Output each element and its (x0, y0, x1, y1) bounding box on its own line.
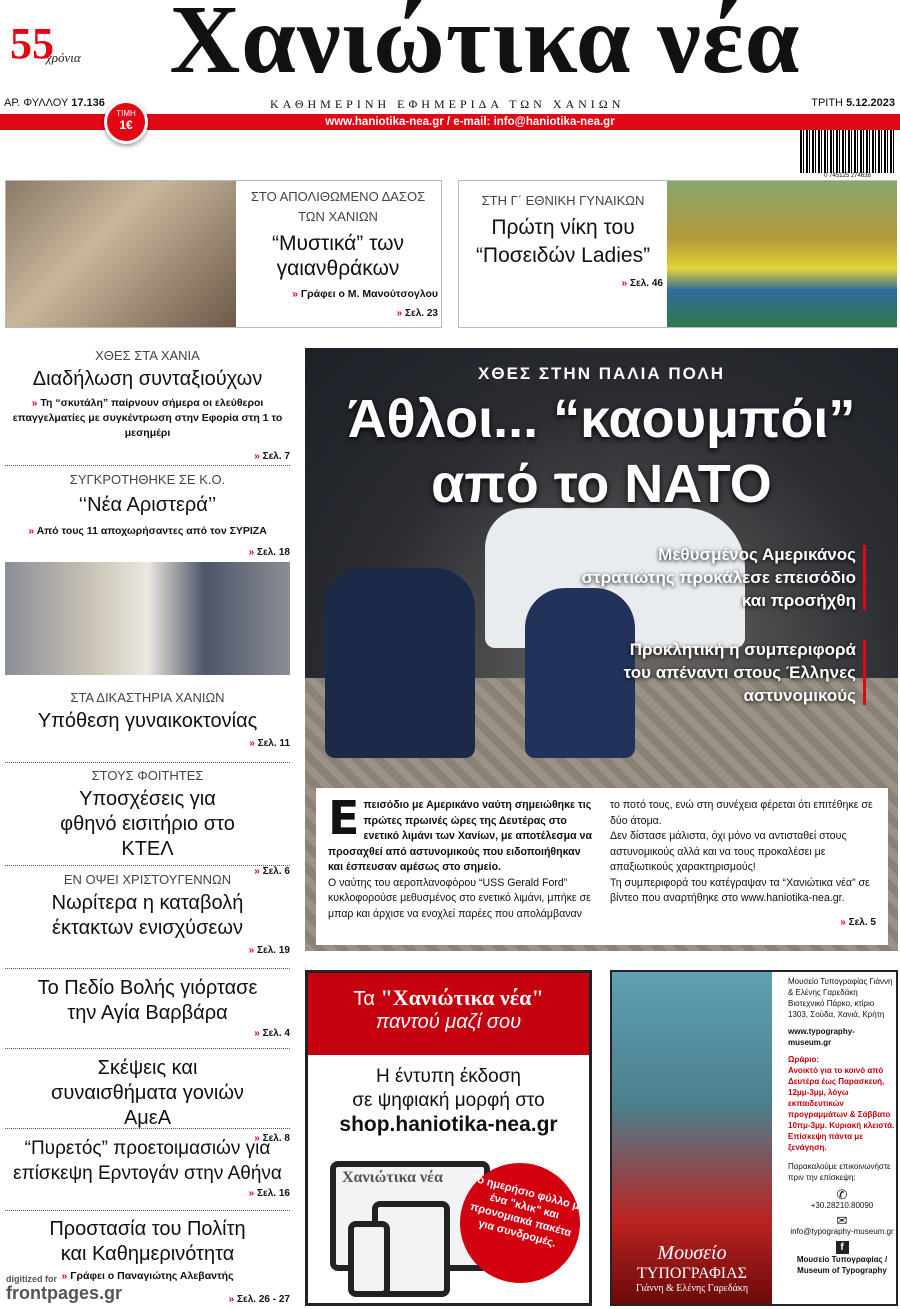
title: Υποσχέσεις για φθηνό εισιτήριο στο ΚΤΕΛ (60, 788, 235, 860)
teaser-kicker: ΣΤΗ Γ΄ ΕΘΝΙΚΗ ΓΥΝΑΙΚΩΝ (481, 193, 645, 208)
newspaper-title: Χανιώτικα νέα (169, 0, 801, 94)
teaser-title: “Μυστικά” των γαιανθράκων (272, 232, 404, 280)
museum-name: ΤΥΠΟΓΡΑΦΙΑΣ (637, 1265, 747, 1282)
museum-facebook[interactable]: Μουσείο Τυπογραφίας / Museum of Typography (796, 1255, 888, 1275)
phone-icon: ✆ (836, 1187, 848, 1202)
contact-bar[interactable]: www.haniotika-nea.gr / e-mail: info@haniotika-nea.gr (0, 114, 900, 130)
kicker: ΣΤΑ ΔΙΚΑΣΤΗΡΙΑ ΧΑΝΙΩΝ (70, 690, 225, 705)
teaser-fossil-forest[interactable] (5, 180, 442, 328)
subtitle: » Τη “σκυτάλη” παίρνουν σήμερα οι ελεύθεροι επαγγελματίες με συγκέντρωση στην Εφορία στη 1 το μεσημέρι (5, 396, 290, 441)
teaser-kicker: ΣΤΟ ΑΠΟΛΙΘΩΜΕΝΟ ΔΑΣΟΣ ΤΩΝ ΧΑΝΙΩΝ (250, 189, 426, 224)
main-feature[interactable] (305, 348, 898, 951)
price-badge (104, 100, 148, 144)
title: Προστασία του Πολίτη και Καθημερινότητα (49, 1218, 246, 1265)
ad-text: σε ψηφιακή μορφή στο (352, 1090, 545, 1111)
divider (5, 1048, 290, 1049)
page-ref: » Σελ. 6 (5, 866, 290, 877)
museum-owners: Γιάννη & Ελένης Γαρεδάκη (635, 1283, 749, 1294)
page-ref: » Σελ. 19 (5, 945, 290, 956)
feature-subheadline: Προκλητική η συμπεριφορά του απέναντι στους Έλληνες αστυνομικούς (616, 638, 856, 707)
tagline: ΚΑΘΗΜΕΡΙΝΗ ΕΦΗΜΕΡΙΔΑ ΤΩΝ ΧΑΝΙΩΝ (270, 97, 625, 111)
title: Το Πεδίο Βολής γιόρτασε την Αγία Βαρβάρα (37, 977, 258, 1024)
hours-title: Ωράριο: (788, 1055, 820, 1064)
feature-headline: Άθλοι... “καουμπόι” (347, 389, 856, 449)
page-ref: » Σελ. 18 (5, 547, 290, 558)
ad-typography-museum[interactable] (610, 970, 898, 1306)
article-pensioners[interactable] (5, 348, 290, 462)
ad-slogan: παντού μαζί σου (375, 1011, 522, 1033)
watermark (6, 1274, 122, 1302)
feature-headline: από το ΝΑΤΟ (431, 454, 772, 514)
ad-digital-edition[interactable] (305, 970, 592, 1306)
police-officer (325, 568, 475, 758)
article-nea-aristera[interactable] (5, 472, 290, 558)
title: Σκέψεις και συναισθήματα γονιών ΑμεΑ (51, 1057, 244, 1129)
byline: » Γράφει ο Παναγιώτης Αλεβαντής (5, 1269, 290, 1284)
museum-photo (612, 972, 772, 1304)
ad-brand: "Χανιώτικα νέα" (380, 985, 544, 1010)
page-ref: » Σελ. 5 (610, 915, 876, 931)
title: Νωρίτερα η καταβολή έκτακτων ενισχύσεων (51, 892, 244, 939)
price-value: 1€ (119, 118, 133, 132)
fossil-photo (6, 181, 236, 327)
anniversary-logo (10, 19, 88, 77)
teaser-byline: » Γράφει ο Μ. Μανούτσογλου (238, 287, 438, 302)
divider (5, 1128, 290, 1129)
title: Διαδήλωση συνταξιούχων (32, 368, 263, 390)
drop-cap: Ε (328, 791, 360, 845)
screen-brand: Χανιώτικα νέα (342, 1169, 443, 1186)
teaser-title: Πρώτη νίκη του “Ποσειδών Ladies” (475, 216, 651, 267)
hours: Ανοικτό για το κοινό από Δευτέρα έως Παρασκευή, 12μμ-3μμ, λόγω εκπαιδευτικών προγραμμάτων & Σάββατο 10πμ-3μμ. Κυριακή κλειστά. Επίσκεψη πάντα με ξενάγηση. (788, 1066, 895, 1152)
ad-header (308, 973, 589, 1055)
ad-line: Τα (353, 988, 375, 1010)
museum-web[interactable]: www.typography-museum.gr (788, 1027, 855, 1047)
article-femicide[interactable] (5, 690, 290, 749)
teaser-poseidon-ladies[interactable] (458, 180, 897, 328)
kicker: ΣΤΟΥΣ ΦΟΙΤΗΤΕΣ (91, 768, 204, 783)
contact-note: Παρακαλούμε επικοινωνήστε πριν την επίσκεψη: (788, 1162, 891, 1182)
title: ‘‘Νέα Αριστερά’’ (78, 494, 217, 516)
issue-date (811, 97, 895, 109)
politicians-photo (5, 562, 290, 675)
divider (5, 465, 290, 466)
phone-icon (348, 1221, 390, 1297)
date: 5.12.2023 (846, 97, 895, 109)
divider (5, 762, 290, 763)
kicker: ΣΥΓΚΡΟΤΗΘΗΚΕ ΣΕ Κ.Ο. (69, 472, 226, 487)
divider (5, 1210, 290, 1211)
page-ref: » Σελ. 46 (463, 278, 663, 289)
article-ktel[interactable] (5, 768, 290, 877)
title: “Πυρετός” προετοιμασιών για επίσκεψη Ερντογάν στην Αθήνα (13, 1138, 282, 1184)
page-ref: » Σελ. 7 (5, 451, 290, 462)
page-ref: » Σελ. 11 (5, 738, 290, 749)
barcode (800, 130, 895, 178)
museum-address: Μουσείο Τυπογραφίας Γιάννη & Ελένης Γαρεδάκη Βιοτεχνικό Πάρκο, κτίριο 1303, Σούδα, Χανιά, Κρήτη (788, 977, 893, 1019)
anniversary-number: 55 (10, 19, 54, 68)
divider (5, 968, 290, 969)
kicker: ΧΘΕΣ ΣΤΑ ΧΑΝΙΑ (95, 348, 200, 363)
page-ref: » Σελ. 4 (5, 1028, 290, 1039)
issue-number (4, 97, 105, 109)
article-amea[interactable] (5, 1056, 290, 1144)
kicker: ΕΝ ΟΨΕΙ ΧΡΙΣΤΟΥΓΕΝΝΩΝ (63, 872, 232, 887)
article-erdogan[interactable] (5, 1136, 290, 1199)
page-ref: » Σελ. 23 (238, 308, 438, 319)
facebook-icon: f (836, 1241, 849, 1254)
page-ref: » Σελ. 26 - 27 (5, 1294, 290, 1305)
page-ref: » Σελ. 8 (5, 1133, 290, 1144)
article-pedio-volis[interactable] (5, 976, 290, 1039)
issue-value: 17.136 (71, 97, 105, 109)
body-text: Τη συμπεριφορά του κατέγραψαν τα “Χανιώτικα νέα” σε βίντεο που αναρτήθηκε στο www.haniotika-nea.gr. (610, 876, 870, 904)
divider (5, 865, 290, 866)
subtitle: » Από τους 11 αποχωρήσαντες από τον ΣΥΡΙΖΑ (5, 524, 290, 539)
promo-badge: Το ημερήσιο φύλλο με ένα "κλικ" και προνομιακά πακέτα για συνδρομές. (447, 1150, 594, 1297)
watermark-line1: digitized for (6, 1274, 57, 1284)
watermark-line2: frontpages.gr (6, 1283, 123, 1303)
day: ΤΡΙΤΗ (811, 97, 843, 109)
shop-link[interactable]: shop.haniotika-nea.gr (339, 1113, 558, 1136)
mail-icon: ✉ (836, 1213, 848, 1228)
price-label: ΤΙΜΗ (116, 109, 136, 118)
article-benefits[interactable] (5, 872, 290, 956)
page-ref: » Σελ. 16 (5, 1188, 290, 1199)
body-text: το ποτό τους, ενώ στη συνέχεια φέρεται ότι επιτέθηκε σε δύο άτομα. (610, 799, 873, 827)
body-text: Δεν δίστασε μάλιστα, όχι μόνο να αντισταθεί στους αστυνομικούς αλλά και να τους προκαλέσει με απαξιωτικούς χαρακτηρισμούς! (610, 830, 847, 873)
anniversary-word: χρόνια (46, 50, 81, 65)
museum-logo: Μουσείο (657, 1242, 727, 1264)
feature-kicker: ΧΘΕΣ ΣΤΗΝ ΠΑΛΙΑ ΠΟΛΗ (478, 364, 725, 383)
issue-label: ΑΡ. ΦΥΛΛΟΥ (4, 97, 69, 109)
museum-phone[interactable]: +30.28210.80090 (810, 1201, 874, 1210)
title: Υπόθεση γυναικοκτονίας (37, 710, 258, 732)
museum-email[interactable]: info@typography-museum.gr (790, 1227, 894, 1236)
ad-text: Η έντυπη έκδοση (376, 1066, 521, 1087)
lead: πεισόδιο με Αμερικάνο ναύτη σημειώθηκε τις πρώτες πρωινές ώρες της Δευτέρας στο ενετικό λιμάνι των Χανίων, με αποτέλεσμα να προσαχθεί από αστυνομικούς που ειδοποιήθηκαν και έσπευσαν αμέσως στο σημείο. (328, 799, 592, 873)
barcode-number: 0 745125 274638 (800, 173, 895, 179)
feature-subheadline: Μεθυσμένος Αμερικάνος στρατιώτης προκάλεσε επεισόδιο και προσήχθη (576, 543, 856, 612)
feature-text (316, 788, 888, 945)
body-text: Ο ναύτης του αεροπλανοφόρου “USS Gerald Ford” κυκλοφορούσε μεθυσμένος στο ενετικό λιμάνι, μπήκε σε μπαρ και άρχισε να ενοχλεί παρέες που απολάμβαναν (328, 876, 591, 920)
football-team-photo (667, 181, 897, 327)
